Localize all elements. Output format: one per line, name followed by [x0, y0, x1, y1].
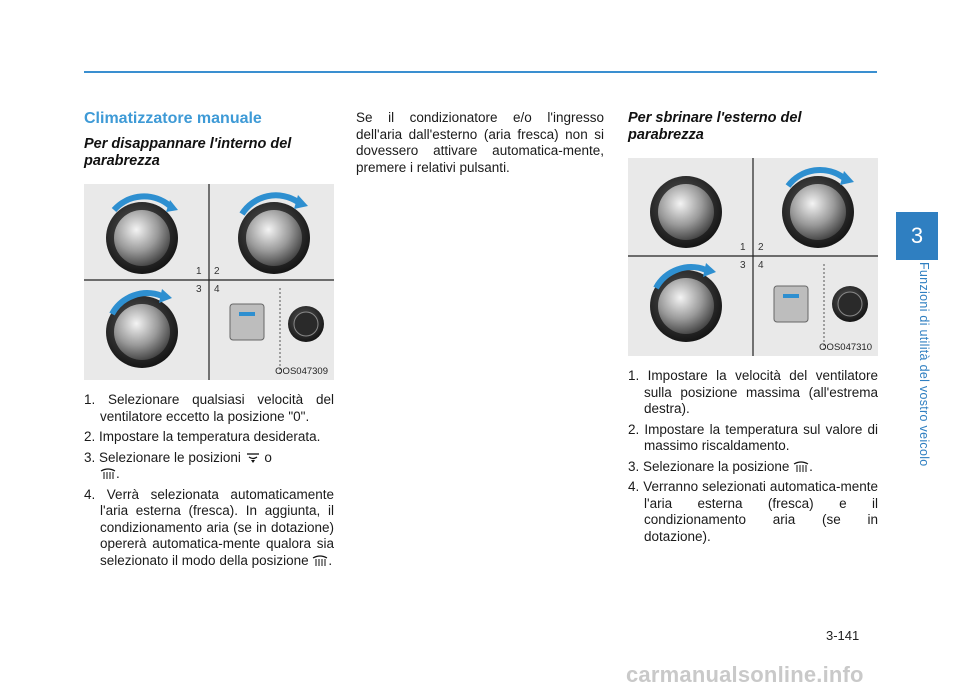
step-4-end: . [328, 552, 333, 568]
step-3-text: 3. Selezionare le posizioni [84, 449, 241, 465]
step-3 [628, 459, 878, 476]
figure-defog [84, 184, 334, 380]
step-4-text: 4. Verrà selezionata automaticamente l'aria esterna (fresca). In aggiunta, il condizionamento aria (se in dotazione) opererà automatica-mente qualora sia selezionato il modo della posizione [84, 486, 334, 568]
middle-column [356, 110, 604, 176]
windshield-defrost-icon [793, 460, 809, 473]
defrost-steps [628, 368, 878, 545]
step-1: 1. Selezionare qualsiasi velocità del ventilatore eccetto la posizione "0". [84, 392, 334, 424]
climate-controls-illustration [84, 184, 334, 380]
figure-label-2: 2 [214, 266, 220, 277]
subtitle-defog: Per disappannare l'interno del parabrezza [84, 136, 292, 169]
figure-label-1: 1 [196, 266, 202, 277]
step-3-text: 3. Selezionare la posizione [628, 458, 790, 474]
section-title: Climatizzatore manuale [84, 110, 262, 127]
figure-code: OOS047310 [819, 342, 872, 353]
step-1: 1. Impostare la velocità del ventilatore sulla posizione massima (all'estrema destra). [628, 368, 878, 416]
step-3-or: o [264, 449, 272, 465]
left-column [84, 110, 334, 573]
figure-label-2: 2 [758, 242, 764, 253]
floor-windshield-mode-icon [245, 451, 261, 464]
defog-steps [84, 392, 334, 569]
step-3 [84, 450, 334, 483]
figure-label-1: 1 [740, 242, 746, 253]
header-rule [84, 71, 877, 73]
chapter-title: Funzioni di utilità del vostro veicolo [917, 262, 931, 467]
figure-code: OOS047309 [275, 366, 328, 377]
chapter-tab: 3 [896, 212, 938, 260]
step-4 [84, 487, 334, 570]
figure-defrost [628, 158, 878, 356]
figure-label-3: 3 [196, 284, 202, 295]
footer-watermark: carmanualsonline.info [626, 662, 864, 687]
windshield-defrost-icon [312, 554, 328, 567]
windshield-defrost-icon [100, 467, 116, 480]
figure-label-4: 4 [214, 284, 220, 295]
figure-label-4: 4 [758, 260, 764, 271]
climate-controls-illustration [628, 158, 878, 356]
subtitle-defrost: Per sbrinare l'esterno del parabrezza [628, 110, 802, 143]
step-2: 2. Impostare la temperatura desiderata. [84, 429, 321, 444]
middle-paragraph: Se il condizionatore e/o l'ingresso dell'aria dall'esterno (aria fresca) non si dovessero attivare automatica-mente, premere i relativi pulsanti. [356, 110, 604, 175]
right-column [628, 110, 878, 549]
step-4: 4. Verranno selezionati automatica-mente l'aria esterna (fresca) e il condizionamento aria (se in dotazione). [628, 479, 878, 544]
step-3-end: . [809, 458, 813, 474]
step-2: 2. Impostare la temperatura sul valore di massimo riscaldamento. [628, 421, 878, 453]
step-3-end: . [116, 466, 120, 481]
page-number: 3-141 [826, 628, 860, 643]
figure-label-3: 3 [740, 260, 746, 271]
